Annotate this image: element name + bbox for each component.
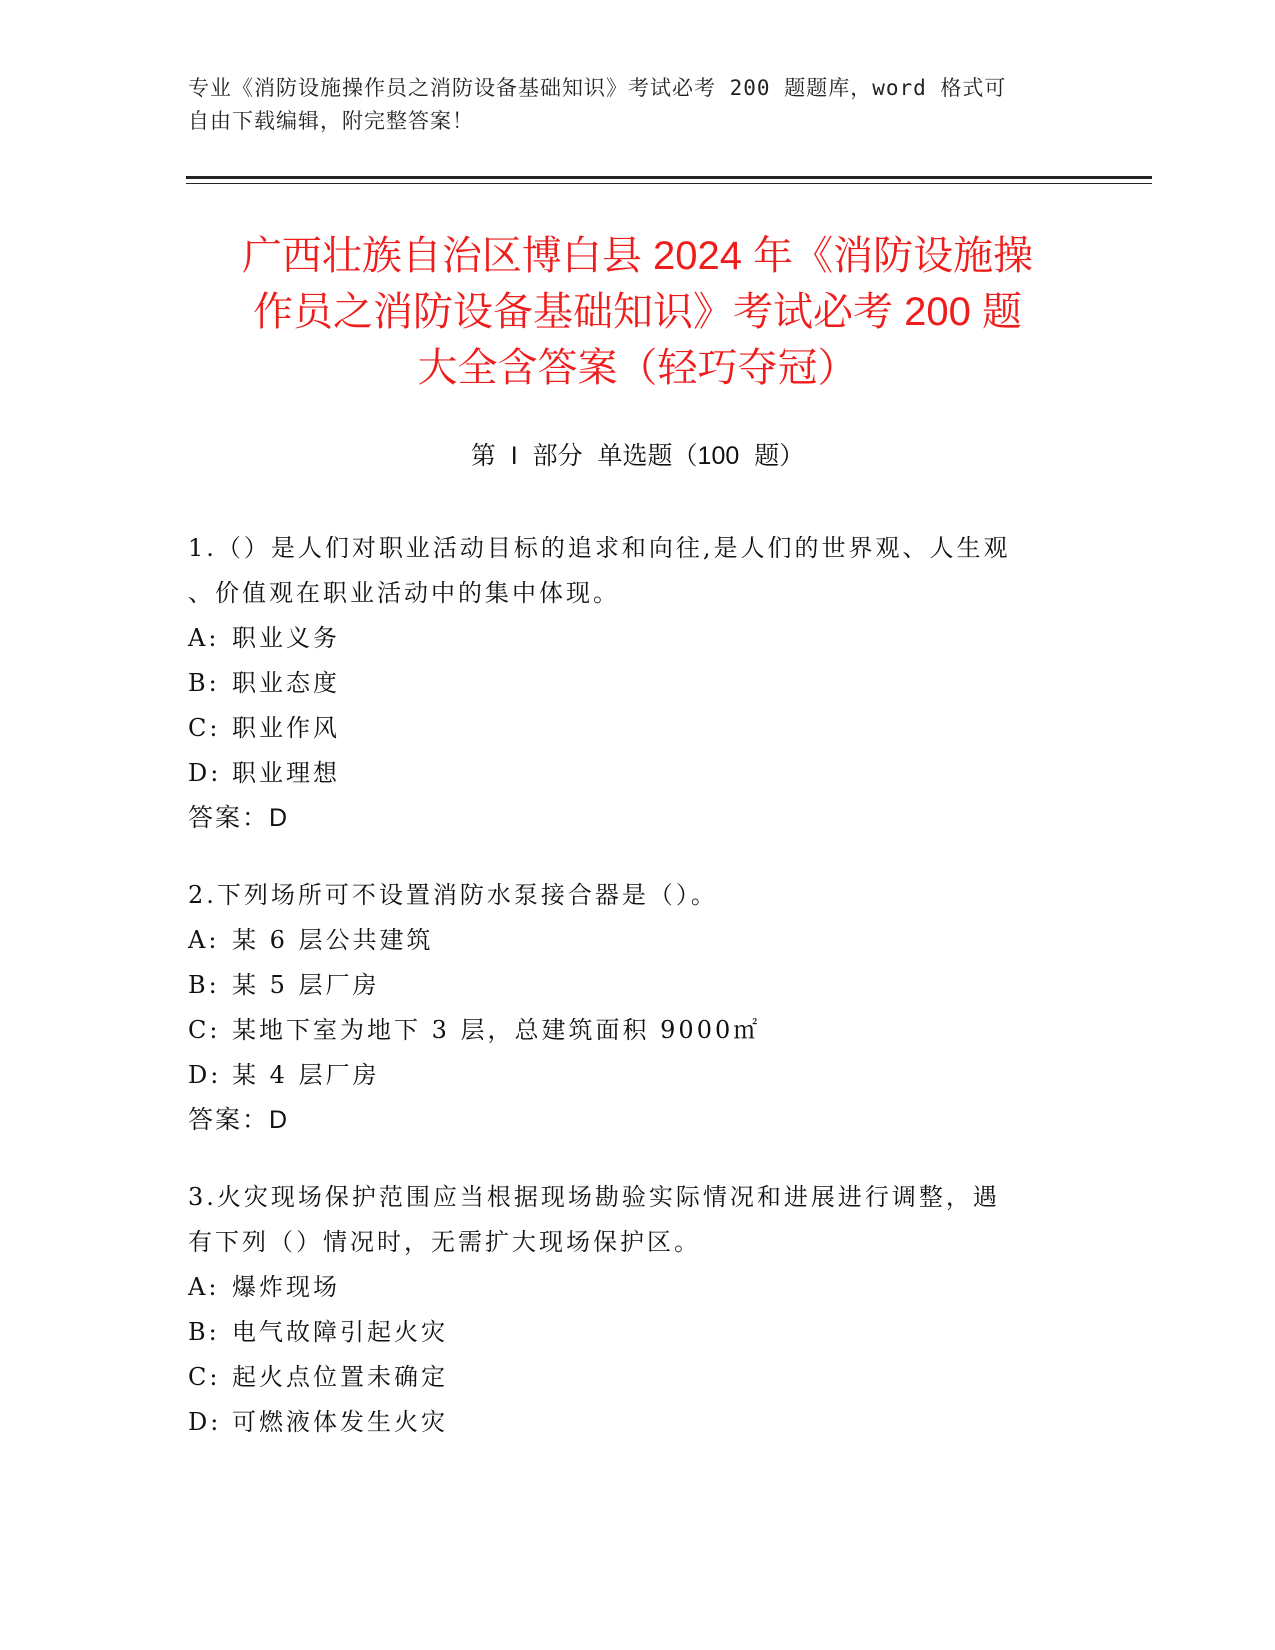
option-a [188, 616, 1068, 661]
option-text: 职业作风 [232, 714, 340, 742]
option-c [188, 706, 1068, 751]
question-stem-line-1: 2.下列场所可不设置消防水泵接合器是（）。 [188, 881, 718, 909]
header-note-line-2: 自由下载编辑，附完整答案！ [188, 109, 474, 133]
section-heading: 第 I 部分 单选题（100 题） [470, 442, 805, 470]
option-key: D: [188, 1408, 222, 1436]
question-stem-line-2: 有下列（）情况时，无需扩大现场保护区。 [188, 1228, 701, 1256]
option-b [188, 963, 1068, 1008]
option-key: D: [188, 759, 222, 787]
option-key: B: [188, 1318, 220, 1346]
option-key: C: [188, 1016, 221, 1044]
option-d [188, 751, 1068, 796]
option-text: 职业理想 [232, 759, 340, 787]
header-divider-thick [186, 176, 1152, 179]
question-2 [188, 873, 1068, 1143]
answer-label: 答案：D [188, 1106, 290, 1134]
option-a [188, 1265, 1068, 1310]
question-list [188, 526, 1068, 1477]
question-stem-line-1: 3.火灾现场保护范围应当根据现场勘验实际情况和进展进行调整，遇 [188, 1183, 1000, 1211]
option-text: 可燃液体发生火灾 [232, 1408, 448, 1436]
document-title-line-2: 作员之消防设备基础知识》考试必考 200 题 [253, 290, 1022, 334]
option-text: 某 6 层公共建筑 [232, 926, 434, 954]
header-divider-thin [186, 183, 1152, 184]
option-a [188, 918, 1068, 963]
option-c [188, 1355, 1068, 1400]
option-key: A: [188, 624, 220, 652]
option-text: 职业态度 [232, 669, 340, 697]
option-b [188, 661, 1068, 706]
option-key: A: [188, 1273, 220, 1301]
option-key: A: [188, 926, 220, 954]
option-key: D: [188, 1061, 222, 1089]
option-text: 起火点位置未确定 [232, 1363, 448, 1391]
document-title-line-3: 大全含答案（轻巧夺冠） [417, 346, 858, 390]
option-text: 某 4 层厂房 [232, 1061, 380, 1089]
option-c [188, 1008, 1068, 1053]
option-key: B: [188, 971, 220, 999]
question-stem-line-1: 1.（）是人们对职业活动目标的追求和向往,是人们的世界观、人生观 [188, 534, 1011, 562]
header-note-line-1: 专业《消防设施操作员之消防设备基础知识》考试必考 200 题题库，word 格式可 [188, 76, 1007, 100]
answer-label: 答案：D [188, 804, 290, 832]
question-3 [188, 1175, 1068, 1445]
option-text: 电气故障引起火灾 [232, 1318, 448, 1346]
question-stem [188, 873, 1068, 918]
question-stem [188, 1175, 1068, 1265]
option-key: B: [188, 669, 220, 697]
option-key: C: [188, 1363, 221, 1391]
option-text: 职业义务 [232, 624, 340, 652]
option-text: 某地下室为地下 3 层，总建筑面积 9000㎡ [232, 1016, 761, 1044]
question-stem [188, 526, 1068, 616]
option-text: 某 5 层厂房 [232, 971, 380, 999]
option-d [188, 1053, 1068, 1098]
option-key: C: [188, 714, 221, 742]
document-title [150, 228, 1125, 396]
document-title-line-1: 广西壮族自治区博白县 2024 年《消防设施操 [241, 234, 1034, 278]
option-text: 爆炸现场 [232, 1273, 340, 1301]
option-d [188, 1400, 1068, 1445]
question-stem-line-2: 、价值观在职业活动中的集中体现。 [188, 579, 620, 607]
question-1 [188, 526, 1068, 841]
option-b [188, 1310, 1068, 1355]
header-note [188, 72, 1068, 138]
